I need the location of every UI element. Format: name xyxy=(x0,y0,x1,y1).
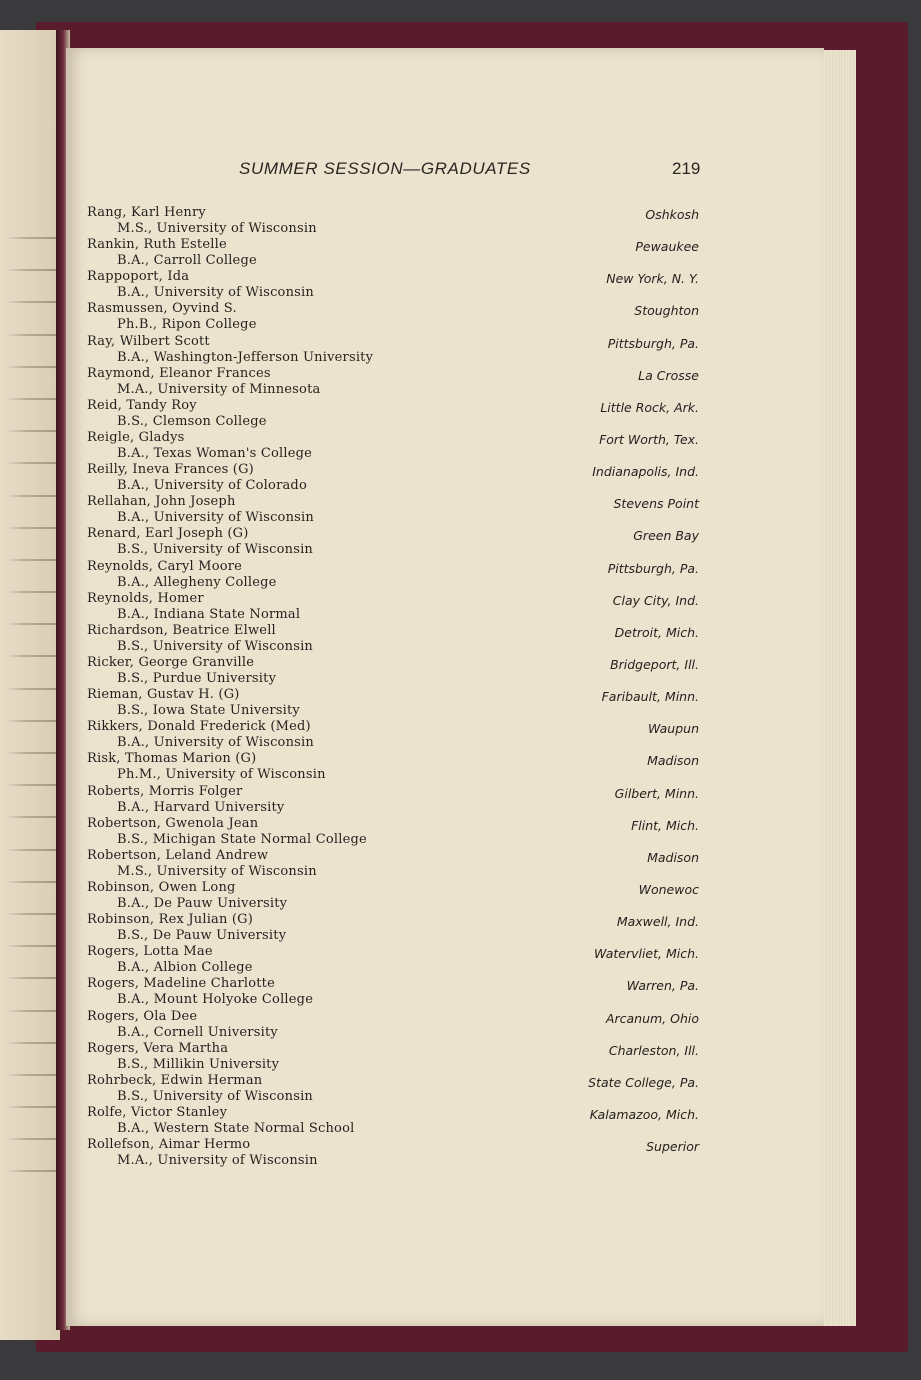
list-item xyxy=(87,1009,699,1041)
previous-page-line xyxy=(0,483,62,515)
graduate-hometown: Indianapolis, Ind. xyxy=(592,464,699,480)
previous-page-line xyxy=(0,515,62,547)
list-item xyxy=(87,301,699,333)
previous-page-line xyxy=(0,289,62,321)
previous-page-line xyxy=(0,965,62,997)
graduate-degree: Ph.M., University of Wisconsin xyxy=(117,767,326,783)
graduate-name: Rohrbeck, Edwin Herman xyxy=(87,1072,263,1088)
running-head xyxy=(66,159,824,183)
graduate-name: Reynolds, Homer xyxy=(87,590,204,606)
graduate-hometown: Pittsburgh, Pa. xyxy=(607,560,699,576)
graduate-degree: B.A., Indiana State Normal xyxy=(117,606,301,622)
graduate-name: Robertson, Gwenola Jean xyxy=(87,815,259,831)
graduate-hometown: Waupun xyxy=(647,721,699,737)
list-item xyxy=(87,398,699,430)
graduate-degree: B.S., De Pauw University xyxy=(117,928,287,944)
graduate-hometown: Kalamazoo, Mich. xyxy=(589,1106,699,1122)
graduate-degree: B.A., Allegheny College xyxy=(117,574,277,590)
previous-page-line xyxy=(0,869,62,901)
graduate-hometown: Arcanum, Ohio xyxy=(605,1010,699,1026)
graduate-degree: B.A., Albion College xyxy=(117,960,253,976)
graduate-name: Renard, Earl Joseph (G) xyxy=(87,526,249,542)
list-item xyxy=(87,1041,699,1073)
graduate-name: Rolfe, Victor Stanley xyxy=(87,1104,228,1120)
list-item xyxy=(87,655,699,687)
graduate-degree: B.A., University of Colorado xyxy=(117,478,307,494)
graduate-degree: B.S., Clemson College xyxy=(117,413,267,429)
graduate-name: Raymond, Eleanor Frances xyxy=(87,365,271,381)
graduate-name: Robinson, Rex Julian (G) xyxy=(87,912,254,928)
graduate-name: Rogers, Vera Martha xyxy=(87,1040,229,1056)
graduate-name: Roberts, Morris Folger xyxy=(87,783,243,799)
list-item xyxy=(87,1105,699,1137)
graduate-name: Robertson, Leland Andrew xyxy=(87,847,269,863)
graduate-degree: B.S., Millikin University xyxy=(117,1056,280,1072)
previous-page-line xyxy=(0,611,62,643)
graduate-degree: Ph.B., Ripon College xyxy=(117,317,257,333)
graduate-degree: B.A., Western State Normal School xyxy=(117,1120,355,1136)
list-item xyxy=(87,848,699,880)
previous-page-line xyxy=(0,354,62,386)
graduate-degree: B.S., Purdue University xyxy=(117,670,277,686)
previous-page-line xyxy=(0,450,62,482)
graduate-name: Rellahan, John Joseph xyxy=(87,494,236,510)
list-item xyxy=(87,944,699,976)
graduate-hometown: Gilbert, Minn. xyxy=(614,785,699,801)
previous-page-text-shadow xyxy=(0,225,62,1225)
graduate-degree: B.S., University of Wisconsin xyxy=(117,1088,314,1104)
list-item xyxy=(87,880,699,912)
previous-page-line xyxy=(0,547,62,579)
graduate-name: Reilly, Ineva Frances (G) xyxy=(87,462,254,478)
previous-page-line xyxy=(0,772,62,804)
graduate-hometown: State College, Pa. xyxy=(588,1074,699,1090)
list-item xyxy=(87,269,699,301)
list-item xyxy=(87,430,699,462)
graduate-degree: B.A., De Pauw University xyxy=(117,895,288,911)
graduate-name: Rogers, Lotta Mae xyxy=(87,944,213,960)
running-head-title: SUMMER SESSION—GRADUATES xyxy=(239,159,531,178)
graduate-hometown: Stoughton xyxy=(634,303,699,319)
graduate-degree: B.A., Harvard University xyxy=(117,799,285,815)
graduate-degree: B.A., Cornell University xyxy=(117,1024,278,1040)
previous-page-line xyxy=(0,1062,62,1094)
previous-page-line xyxy=(0,740,62,772)
graduate-hometown: Charleston, Ill. xyxy=(608,1042,699,1058)
list-item xyxy=(87,494,699,526)
graduate-degree: B.S., Iowa State University xyxy=(117,703,300,719)
list-item xyxy=(87,623,699,655)
page xyxy=(66,48,824,1326)
graduate-degree: M.S., University of Wisconsin xyxy=(117,863,317,879)
list-item xyxy=(87,591,699,623)
list-item xyxy=(87,1137,699,1169)
previous-page-line xyxy=(0,225,62,257)
list-item xyxy=(87,334,699,366)
list-item xyxy=(87,912,699,944)
graduate-hometown: Pittsburgh, Pa. xyxy=(607,335,699,351)
graduate-name: Reid, Tandy Roy xyxy=(87,397,197,413)
graduate-degree: M.S., University of Wisconsin xyxy=(117,221,317,236)
previous-page-line xyxy=(0,418,62,450)
graduate-name: Rasmussen, Oyvind S. xyxy=(87,301,237,317)
list-item xyxy=(87,751,699,783)
list-item xyxy=(87,526,699,558)
graduate-degree: B.A., Carroll College xyxy=(117,253,257,269)
list-item xyxy=(87,719,699,751)
previous-page-line xyxy=(0,386,62,418)
graduate-hometown: Faribault, Minn. xyxy=(601,689,699,705)
graduate-name: Rappoport, Ida xyxy=(87,269,190,285)
previous-page-line xyxy=(0,1158,62,1190)
graduate-name: Rogers, Ola Dee xyxy=(87,1008,198,1024)
list-item xyxy=(87,687,699,719)
graduate-hometown: Maxwell, Ind. xyxy=(616,914,699,930)
graduate-hometown: Fort Worth, Tex. xyxy=(599,431,699,447)
graduate-degree: B.A., Mount Holyoke College xyxy=(117,992,314,1008)
graduate-hometown: Green Bay xyxy=(633,528,699,544)
graduate-name: Robinson, Owen Long xyxy=(87,879,236,895)
graduate-hometown: La Crosse xyxy=(638,367,699,383)
graduate-hometown: Wonewoc xyxy=(638,881,699,897)
previous-page-line xyxy=(0,998,62,1030)
graduate-hometown: Oshkosh xyxy=(645,207,699,222)
graduate-hometown: Superior xyxy=(646,1139,699,1155)
previous-page-line xyxy=(0,579,62,611)
graduate-hometown: Stevens Point xyxy=(613,496,699,512)
previous-page-line xyxy=(0,1030,62,1062)
graduate-name: Rankin, Ruth Estelle xyxy=(87,237,227,253)
graduate-degree: B.A., Washington-Jefferson University xyxy=(117,349,374,365)
graduate-name: Reigle, Gladys xyxy=(87,429,185,445)
graduate-name: Rollefson, Aimar Hermo xyxy=(87,1137,251,1153)
previous-page-line xyxy=(0,257,62,289)
list-item xyxy=(87,205,699,237)
graduate-hometown: Bridgeport, Ill. xyxy=(610,656,699,672)
graduate-name: Rieman, Gustav H. (G) xyxy=(87,687,240,703)
list-item xyxy=(87,1073,699,1105)
previous-page-line xyxy=(0,1094,62,1126)
previous-page xyxy=(0,30,60,1340)
graduate-name: Rang, Karl Henry xyxy=(87,205,206,220)
list-item xyxy=(87,559,699,591)
graduate-list xyxy=(87,205,699,1169)
graduate-degree: B.A., University of Wisconsin xyxy=(117,735,314,751)
previous-page-line xyxy=(0,901,62,933)
graduate-degree: B.S., University of Wisconsin xyxy=(117,638,314,654)
list-item xyxy=(87,462,699,494)
list-item xyxy=(87,366,699,398)
graduate-hometown: New York, N. Y. xyxy=(606,271,699,287)
list-item xyxy=(87,816,699,848)
previous-page-line xyxy=(0,933,62,965)
graduate-hometown: Watervliet, Mich. xyxy=(594,946,699,962)
previous-page-line xyxy=(0,643,62,675)
list-item xyxy=(87,976,699,1008)
graduate-name: Richardson, Beatrice Elwell xyxy=(87,622,276,638)
graduate-hometown: Detroit, Mich. xyxy=(614,624,699,640)
graduate-hometown: Little Rock, Ark. xyxy=(600,399,699,415)
graduate-name: Rogers, Madeline Charlotte xyxy=(87,976,275,992)
graduate-name: Reynolds, Caryl Moore xyxy=(87,558,243,574)
graduate-hometown: Clay City, Ind. xyxy=(612,592,699,608)
previous-page-line xyxy=(0,322,62,354)
graduate-hometown: Madison xyxy=(647,849,699,865)
graduate-hometown: Warren, Pa. xyxy=(626,978,699,994)
graduate-degree: M.A., University of Wisconsin xyxy=(117,1153,318,1169)
graduate-degree: B.S., Michigan State Normal College xyxy=(117,831,367,847)
list-item xyxy=(87,784,699,816)
list-item xyxy=(87,237,699,269)
graduate-hometown: Flint, Mich. xyxy=(631,817,699,833)
graduate-name: Ray, Wilbert Scott xyxy=(87,333,210,349)
graduate-degree: B.A., University of Wisconsin xyxy=(117,285,314,301)
page-number: 219 xyxy=(672,159,701,178)
graduate-degree: B.S., University of Wisconsin xyxy=(117,542,314,558)
graduate-name: Ricker, George Granville xyxy=(87,654,255,670)
previous-page-line xyxy=(0,804,62,836)
previous-page-line xyxy=(0,837,62,869)
previous-page-line xyxy=(0,676,62,708)
previous-page-line xyxy=(0,708,62,740)
previous-page-line xyxy=(0,1126,62,1158)
graduate-name: Risk, Thomas Marion (G) xyxy=(87,751,257,767)
graduate-degree: B.A., Texas Woman's College xyxy=(117,445,313,461)
graduate-hometown: Pewaukee xyxy=(635,239,699,255)
graduate-name: Rikkers, Donald Frederick (Med) xyxy=(87,719,311,735)
graduate-degree: B.A., University of Wisconsin xyxy=(117,510,314,526)
graduate-hometown: Madison xyxy=(647,753,699,769)
graduate-degree: M.A., University of Minnesota xyxy=(117,381,321,397)
